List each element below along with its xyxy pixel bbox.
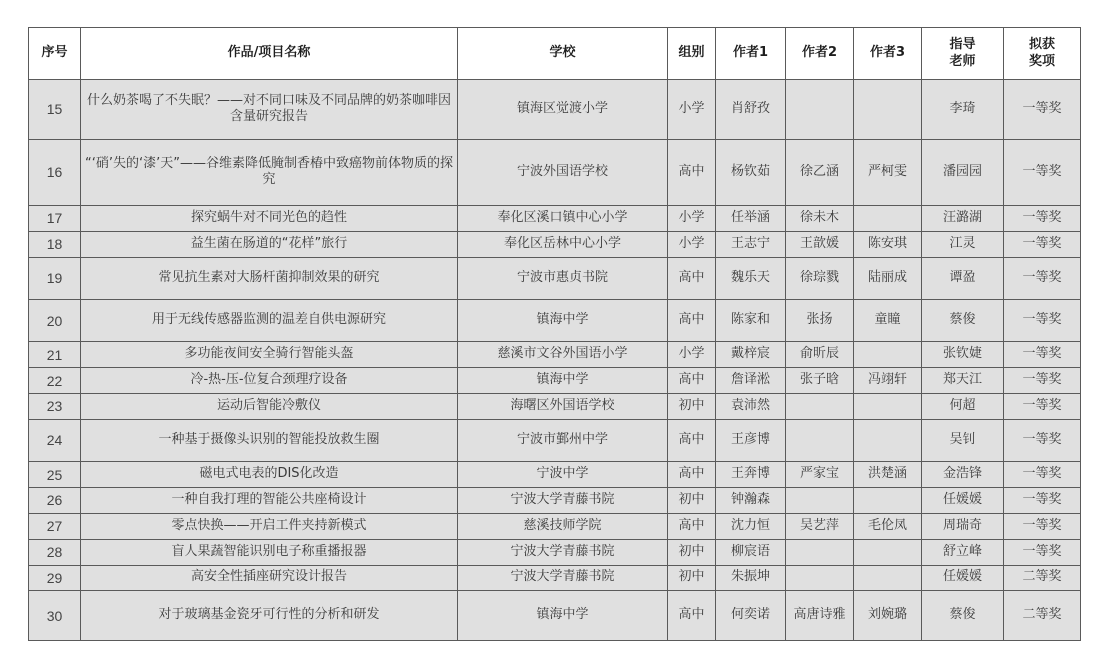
group-cell: 高中 bbox=[668, 139, 716, 205]
teacher-cell: 何超 bbox=[922, 394, 1004, 420]
author3-cell: 严柯雯 bbox=[854, 139, 922, 205]
school-cell: 宁波中学 bbox=[458, 462, 668, 488]
group-cell: 初中 bbox=[668, 565, 716, 591]
author3-cell: 冯翊轩 bbox=[854, 368, 922, 394]
title-cell: “‘硝’失的‘漆’天”——谷维素降低腌制香椿中致癌物前体物质的探究 bbox=[81, 139, 458, 205]
school-cell: 海曙区外国语学校 bbox=[458, 394, 668, 420]
group-cell: 高中 bbox=[668, 368, 716, 394]
author2-cell: 吴艺萍 bbox=[786, 513, 854, 539]
seq-cell: 20 bbox=[29, 300, 81, 342]
award-cell: 二等奖 bbox=[1004, 591, 1081, 641]
table-row bbox=[29, 139, 1081, 205]
seq-cell: 19 bbox=[29, 257, 81, 299]
table-row bbox=[29, 488, 1081, 514]
teacher-cell: 金浩锋 bbox=[922, 462, 1004, 488]
author1-cell: 戴梓宸 bbox=[716, 342, 786, 368]
title-cell: 探究蜗牛对不同光色的趋性 bbox=[81, 206, 458, 232]
table-row bbox=[29, 462, 1081, 488]
seq-cell: 17 bbox=[29, 206, 81, 232]
author2-cell: 张扬 bbox=[786, 300, 854, 342]
seq-cell: 21 bbox=[29, 342, 81, 368]
teacher-cell: 张钦婕 bbox=[922, 342, 1004, 368]
author2-cell bbox=[786, 488, 854, 514]
author3-cell: 陆丽成 bbox=[854, 257, 922, 299]
award-cell: 一等奖 bbox=[1004, 539, 1081, 565]
author1-cell: 詹译淞 bbox=[716, 368, 786, 394]
group-cell: 高中 bbox=[668, 513, 716, 539]
award-table bbox=[28, 27, 1081, 641]
header-award: 拟获 奖项 bbox=[1004, 28, 1081, 80]
table-row bbox=[29, 565, 1081, 591]
author1-cell: 魏乐天 bbox=[716, 257, 786, 299]
group-cell: 高中 bbox=[668, 257, 716, 299]
teacher-cell: 蔡俊 bbox=[922, 591, 1004, 641]
author1-cell: 肖舒孜 bbox=[716, 80, 786, 140]
teacher-cell: 李琦 bbox=[922, 80, 1004, 140]
group-cell: 高中 bbox=[668, 462, 716, 488]
award-cell: 一等奖 bbox=[1004, 419, 1081, 461]
title-cell: 一种自我打理的智能公共座椅设计 bbox=[81, 488, 458, 514]
title-cell: 盲人果蔬智能识别电子称重播报器 bbox=[81, 539, 458, 565]
table-row bbox=[29, 342, 1081, 368]
school-cell: 宁波外国语学校 bbox=[458, 139, 668, 205]
author3-cell: 毛伦凤 bbox=[854, 513, 922, 539]
seq-cell: 29 bbox=[29, 565, 81, 591]
school-cell: 镇海中学 bbox=[458, 300, 668, 342]
table-row bbox=[29, 257, 1081, 299]
author2-cell: 王歆媛 bbox=[786, 231, 854, 257]
teacher-cell: 江灵 bbox=[922, 231, 1004, 257]
header-author2: 作者2 bbox=[786, 28, 854, 80]
award-cell: 一等奖 bbox=[1004, 80, 1081, 140]
title-cell: 益生菌在肠道的“花样”旅行 bbox=[81, 231, 458, 257]
award-cell: 一等奖 bbox=[1004, 257, 1081, 299]
table-row bbox=[29, 300, 1081, 342]
group-cell: 初中 bbox=[668, 394, 716, 420]
title-cell: 对于玻璃基金瓷牙可行性的分析和研发 bbox=[81, 591, 458, 641]
author3-cell bbox=[854, 539, 922, 565]
title-cell: 一种基于摄像头识别的智能投放救生圈 bbox=[81, 419, 458, 461]
seq-cell: 27 bbox=[29, 513, 81, 539]
teacher-cell: 潘园园 bbox=[922, 139, 1004, 205]
title-cell: 零点快换——开启工件夹持新模式 bbox=[81, 513, 458, 539]
school-cell: 镇海中学 bbox=[458, 368, 668, 394]
author1-cell: 沈力恒 bbox=[716, 513, 786, 539]
author3-cell: 刘婉璐 bbox=[854, 591, 922, 641]
author3-cell bbox=[854, 206, 922, 232]
author1-cell: 钟瀚森 bbox=[716, 488, 786, 514]
school-cell: 宁波大学青藤书院 bbox=[458, 565, 668, 591]
award-cell: 一等奖 bbox=[1004, 462, 1081, 488]
seq-cell: 18 bbox=[29, 231, 81, 257]
table-row bbox=[29, 591, 1081, 641]
teacher-cell: 郑天江 bbox=[922, 368, 1004, 394]
school-cell: 镇海中学 bbox=[458, 591, 668, 641]
group-cell: 初中 bbox=[668, 488, 716, 514]
seq-cell: 30 bbox=[29, 591, 81, 641]
group-cell: 高中 bbox=[668, 419, 716, 461]
award-cell: 一等奖 bbox=[1004, 342, 1081, 368]
author3-cell: 童瞳 bbox=[854, 300, 922, 342]
author3-cell bbox=[854, 394, 922, 420]
school-cell: 镇海区觉渡小学 bbox=[458, 80, 668, 140]
author1-cell: 王彦博 bbox=[716, 419, 786, 461]
author3-cell bbox=[854, 419, 922, 461]
award-cell: 一等奖 bbox=[1004, 488, 1081, 514]
author2-cell: 严家宝 bbox=[786, 462, 854, 488]
author3-cell: 洪楚涵 bbox=[854, 462, 922, 488]
title-cell: 多功能夜间安全骑行智能头盔 bbox=[81, 342, 458, 368]
seq-cell: 25 bbox=[29, 462, 81, 488]
school-cell: 宁波大学青藤书院 bbox=[458, 539, 668, 565]
author2-cell bbox=[786, 394, 854, 420]
author1-cell: 王志宁 bbox=[716, 231, 786, 257]
header-teacher: 指导 老师 bbox=[922, 28, 1004, 80]
award-cell: 一等奖 bbox=[1004, 394, 1081, 420]
table-row bbox=[29, 80, 1081, 140]
author1-cell: 朱振坤 bbox=[716, 565, 786, 591]
header-seq: 序号 bbox=[29, 28, 81, 80]
author2-cell bbox=[786, 539, 854, 565]
table-row bbox=[29, 513, 1081, 539]
author2-cell bbox=[786, 80, 854, 140]
school-cell: 宁波市惠贞书院 bbox=[458, 257, 668, 299]
group-cell: 小学 bbox=[668, 206, 716, 232]
title-cell: 冷-热-压-位复合颈理疗设备 bbox=[81, 368, 458, 394]
teacher-cell: 舒立峰 bbox=[922, 539, 1004, 565]
school-cell: 宁波大学青藤书院 bbox=[458, 488, 668, 514]
seq-cell: 15 bbox=[29, 80, 81, 140]
author2-cell bbox=[786, 419, 854, 461]
award-cell: 一等奖 bbox=[1004, 513, 1081, 539]
header-author3: 作者3 bbox=[854, 28, 922, 80]
author2-cell: 张子晗 bbox=[786, 368, 854, 394]
author1-cell: 任举涵 bbox=[716, 206, 786, 232]
teacher-cell: 任媛媛 bbox=[922, 488, 1004, 514]
header-group: 组别 bbox=[668, 28, 716, 80]
title-cell: 用于无线传感器监测的温差自供电源研究 bbox=[81, 300, 458, 342]
group-cell: 小学 bbox=[668, 80, 716, 140]
table-row bbox=[29, 539, 1081, 565]
group-cell: 高中 bbox=[668, 591, 716, 641]
title-cell: 磁电式电表的DIS化改造 bbox=[81, 462, 458, 488]
author1-cell: 杨钦茹 bbox=[716, 139, 786, 205]
group-cell: 高中 bbox=[668, 300, 716, 342]
author3-cell: 陈安琪 bbox=[854, 231, 922, 257]
award-cell: 一等奖 bbox=[1004, 368, 1081, 394]
school-cell: 宁波市鄞州中学 bbox=[458, 419, 668, 461]
title-cell: 什么奶茶喝了不失眠？——对不同口味及不同品牌的奶茶咖啡因含量研究报告 bbox=[81, 80, 458, 140]
author2-cell: 高唐诗雅 bbox=[786, 591, 854, 641]
table-body bbox=[29, 80, 1081, 641]
teacher-cell: 谭盈 bbox=[922, 257, 1004, 299]
seq-cell: 23 bbox=[29, 394, 81, 420]
title-cell: 常见抗生素对大肠杆菌抑制效果的研究 bbox=[81, 257, 458, 299]
school-cell: 慈溪技师学院 bbox=[458, 513, 668, 539]
award-cell: 一等奖 bbox=[1004, 231, 1081, 257]
school-cell: 奉化区溪口镇中心小学 bbox=[458, 206, 668, 232]
author3-cell bbox=[854, 342, 922, 368]
author1-cell: 陈家和 bbox=[716, 300, 786, 342]
author1-cell: 王奔博 bbox=[716, 462, 786, 488]
table-header bbox=[29, 28, 1081, 80]
header-title: 作品/项目名称 bbox=[81, 28, 458, 80]
group-cell: 小学 bbox=[668, 231, 716, 257]
author3-cell bbox=[854, 565, 922, 591]
teacher-cell: 吴钊 bbox=[922, 419, 1004, 461]
header-author1: 作者1 bbox=[716, 28, 786, 80]
title-cell: 运动后智能冷敷仪 bbox=[81, 394, 458, 420]
school-cell: 慈溪市文谷外国语小学 bbox=[458, 342, 668, 368]
teacher-cell: 任媛媛 bbox=[922, 565, 1004, 591]
table-row bbox=[29, 394, 1081, 420]
school-cell: 奉化区岳林中心小学 bbox=[458, 231, 668, 257]
table-row bbox=[29, 206, 1081, 232]
award-cell: 二等奖 bbox=[1004, 565, 1081, 591]
seq-cell: 24 bbox=[29, 419, 81, 461]
seq-cell: 16 bbox=[29, 139, 81, 205]
author2-cell: 俞昕辰 bbox=[786, 342, 854, 368]
author3-cell bbox=[854, 488, 922, 514]
author2-cell: 徐琮戮 bbox=[786, 257, 854, 299]
author2-cell bbox=[786, 565, 854, 591]
seq-cell: 26 bbox=[29, 488, 81, 514]
author2-cell: 徐未木 bbox=[786, 206, 854, 232]
seq-cell: 28 bbox=[29, 539, 81, 565]
group-cell: 初中 bbox=[668, 539, 716, 565]
award-cell: 一等奖 bbox=[1004, 300, 1081, 342]
award-cell: 一等奖 bbox=[1004, 139, 1081, 205]
teacher-cell: 汪潞湖 bbox=[922, 206, 1004, 232]
author1-cell: 柳宸语 bbox=[716, 539, 786, 565]
author1-cell: 袁沛然 bbox=[716, 394, 786, 420]
author3-cell bbox=[854, 80, 922, 140]
author2-cell: 徐乙涵 bbox=[786, 139, 854, 205]
table-row bbox=[29, 231, 1081, 257]
teacher-cell: 周瑞奇 bbox=[922, 513, 1004, 539]
table-row bbox=[29, 419, 1081, 461]
table-row bbox=[29, 368, 1081, 394]
award-cell: 一等奖 bbox=[1004, 206, 1081, 232]
teacher-cell: 蔡俊 bbox=[922, 300, 1004, 342]
header-school: 学校 bbox=[458, 28, 668, 80]
author1-cell: 何奕诺 bbox=[716, 591, 786, 641]
group-cell: 小学 bbox=[668, 342, 716, 368]
seq-cell: 22 bbox=[29, 368, 81, 394]
title-cell: 高安全性插座研究设计报告 bbox=[81, 565, 458, 591]
header-row bbox=[29, 28, 1081, 80]
